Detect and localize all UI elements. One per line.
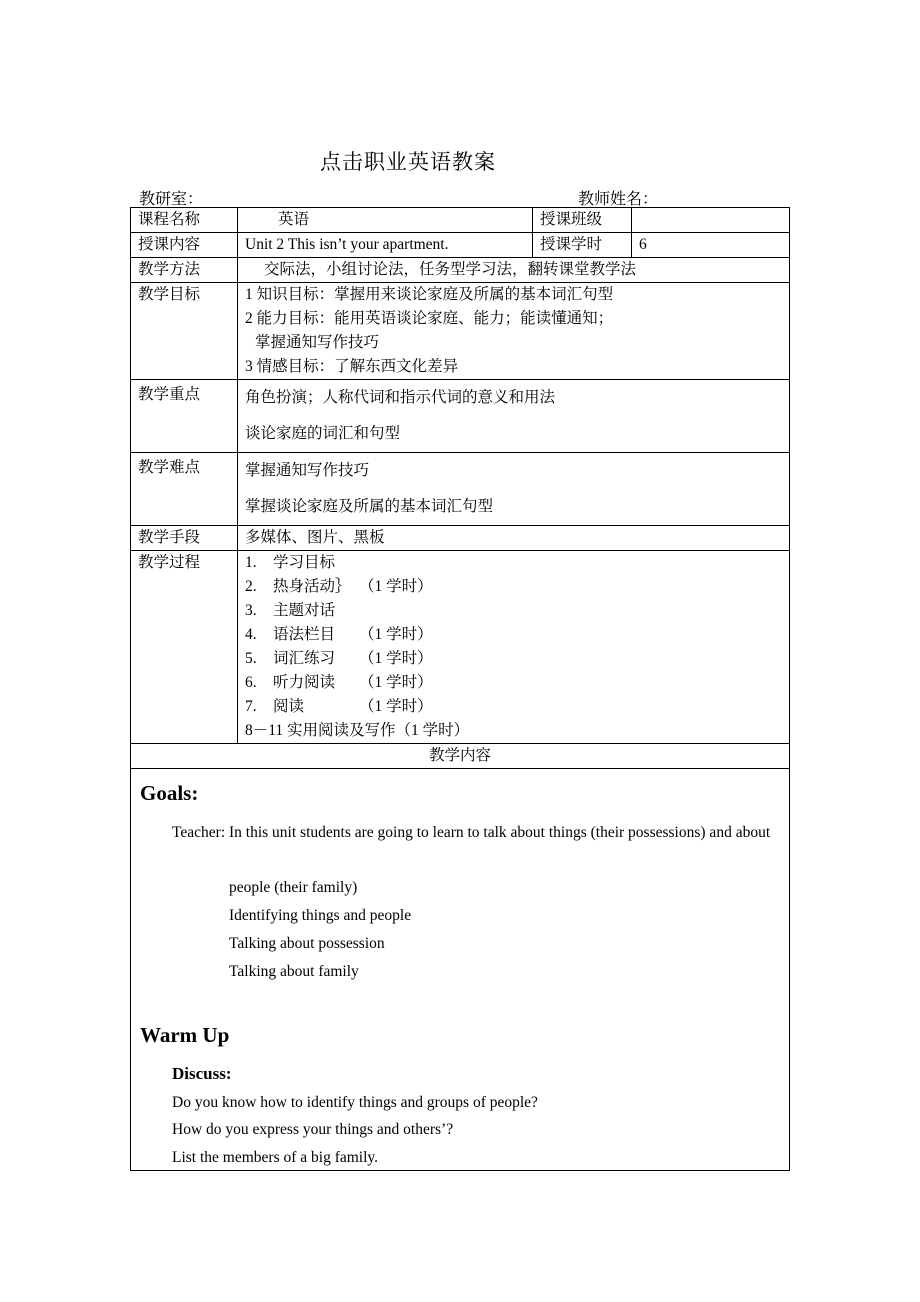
goal-line: 掌握通知写作技巧: [255, 334, 380, 351]
goals-row: [131, 283, 790, 380]
difficult-point: 掌握通知写作技巧: [245, 462, 370, 479]
class-label: 授课班级: [533, 208, 632, 233]
process-step: 5. 词汇练习 （1 学时）: [245, 650, 433, 667]
method-value: 交际法，小组讨论法，任务型学习法，翻转课堂教学法: [238, 258, 790, 283]
document-title: 点击职业英语教案: [320, 150, 496, 174]
key-point: 谈论家庭的词汇和句型: [245, 425, 401, 442]
method-label: 教学方法: [131, 258, 238, 283]
discuss-item: List the members of a big family.: [172, 1149, 379, 1166]
process-list: [238, 551, 790, 744]
goal-line: 2 能力目标：能用英语谈论家庭、能力；能读懂通知；: [245, 310, 614, 327]
goals-heading: Goals:: [140, 781, 199, 805]
process-row: [131, 551, 790, 744]
warm-up-heading: Warm Up: [140, 1023, 230, 1047]
key-points-list: [238, 380, 790, 453]
difficult-point: 掌握谈论家庭及所属的基本词汇句型: [245, 498, 494, 515]
goal-item: Talking about family: [229, 963, 359, 980]
process-step: 2. 热身活动｝ （1 学时）: [245, 578, 433, 595]
course-value: 英语: [238, 208, 533, 233]
goal-line: 3 情感目标：了解东西文化差异: [245, 358, 459, 375]
goals-list: [238, 283, 790, 380]
discuss-item: Do you know how to identify things and groups of people?: [172, 1094, 538, 1111]
process-step: 3. 主题对话: [245, 602, 336, 619]
teacher-name-label: 教师姓名：: [578, 191, 659, 208]
goal-line: 1 知识目标：掌握用来谈论家庭及所属的基本词汇句型: [245, 286, 614, 303]
difficult-points-list: [238, 453, 790, 526]
means-row: [131, 526, 790, 551]
goals-label: 教学目标: [131, 283, 238, 380]
teacher-paragraph: Teacher: In this unit students are going to learn to talk about things (their possessions) and about: [172, 824, 771, 841]
discuss-heading: Discuss:: [172, 1064, 232, 1083]
goal-item: Identifying things and people: [229, 907, 412, 924]
process-step: 1. 学习目标: [245, 554, 336, 571]
content-header: 教学内容: [131, 744, 790, 769]
department-label: 教研室：: [139, 191, 204, 208]
discuss-item: How do you express your things and others’?: [172, 1121, 454, 1138]
goal-item: people (their family): [229, 879, 358, 896]
means-value: 多媒体、图片、黑板: [238, 526, 790, 551]
hours-label: 授课学时: [533, 233, 632, 258]
content-header-row: [131, 744, 790, 769]
course-label: 课程名称: [131, 208, 238, 233]
content-row: [131, 233, 790, 258]
content-label: 授课内容: [131, 233, 238, 258]
teaching-content: [130, 769, 790, 1171]
class-value: [632, 208, 790, 233]
key-points-row: [131, 380, 790, 453]
key-points-label: 教学重点: [131, 380, 238, 453]
course-row: [131, 208, 790, 233]
lesson-plan-table: [130, 207, 790, 769]
difficult-points-label: 教学难点: [131, 453, 238, 526]
process-step-last: 8－11 实用阅读及写作（1 学时）: [245, 722, 470, 739]
hours-value: 6: [632, 233, 790, 258]
process-step: 4. 语法栏目 （1 学时）: [245, 626, 433, 643]
goal-item: Talking about possession: [229, 935, 385, 952]
process-label: 教学过程: [131, 551, 238, 744]
key-point: 角色扮演；人称代词和指示代词的意义和用法: [245, 389, 556, 406]
content-value: Unit 2 This isn’t your apartment.: [238, 233, 533, 258]
means-label: 教学手段: [131, 526, 238, 551]
method-row: [131, 258, 790, 283]
process-step: 6. 听力阅读 （1 学时）: [245, 674, 433, 691]
process-step: 7. 阅读 （1 学时）: [245, 698, 433, 715]
difficult-points-row: [131, 453, 790, 526]
